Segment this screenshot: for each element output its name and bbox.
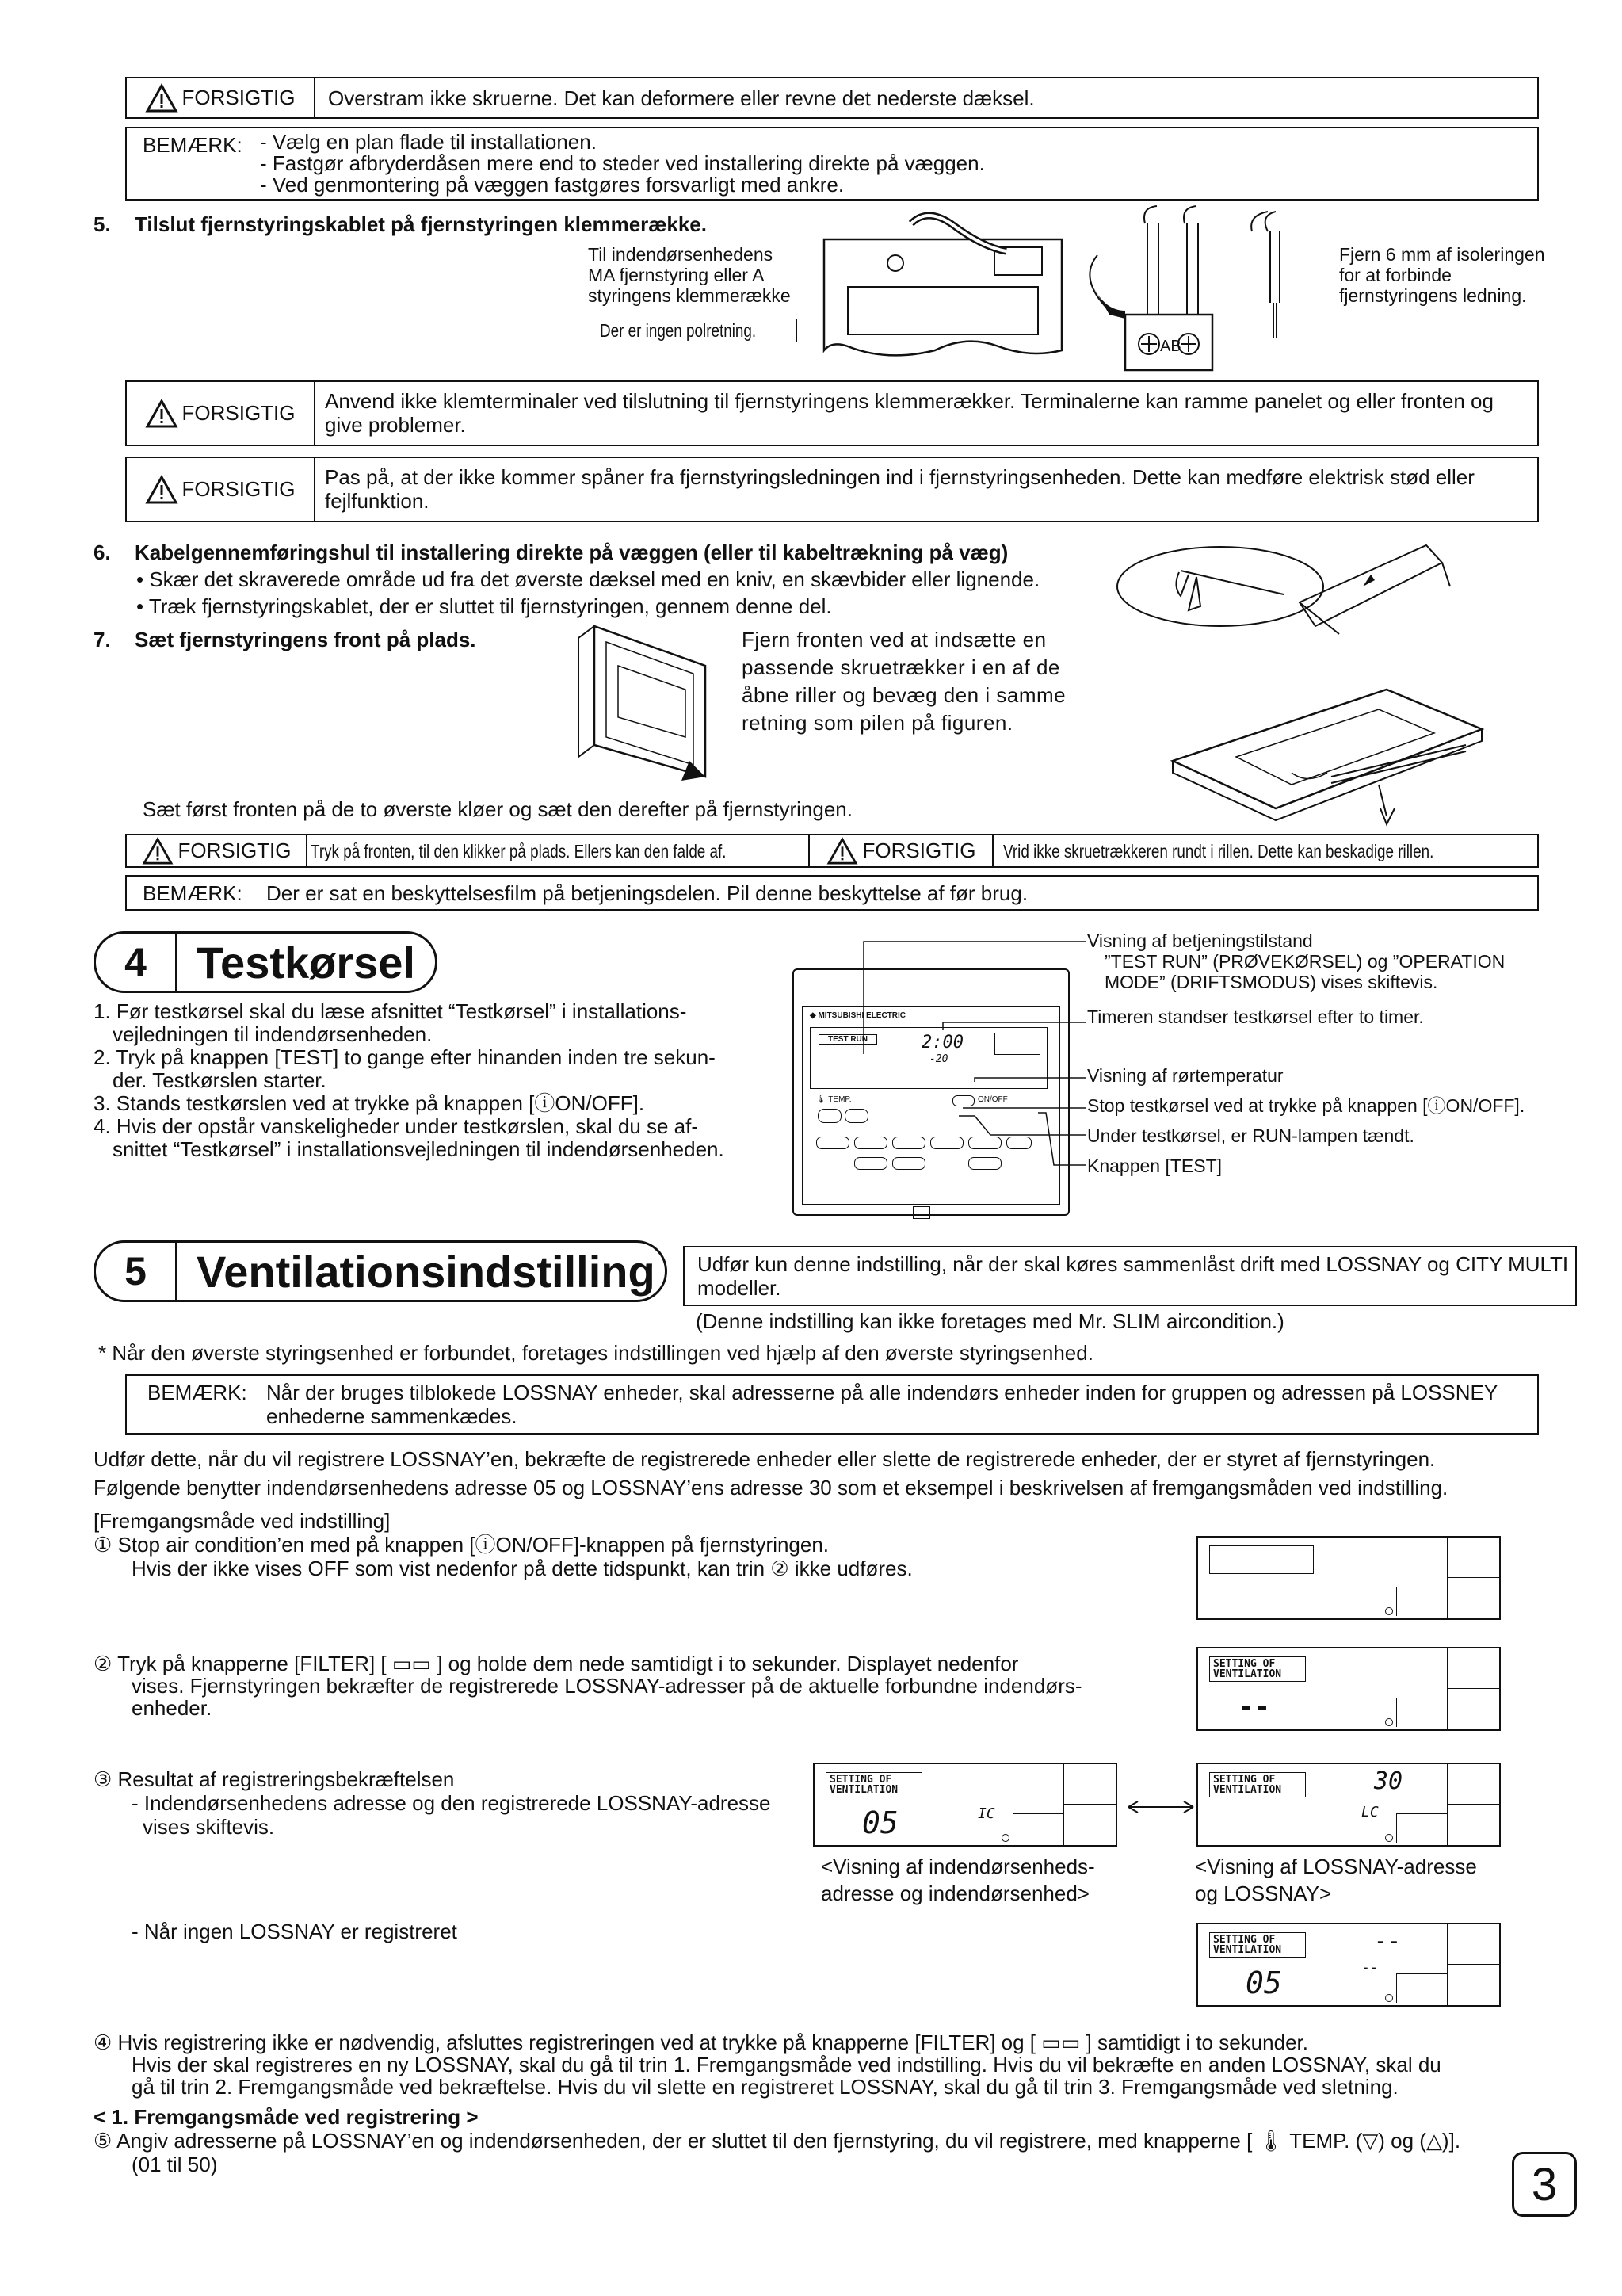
registration-subtitle: < 1. Fremgangsmåde ved registrering >: [94, 2105, 479, 2129]
note-line: - Ved genmontering på væggen fastgøres forsvarligt med ankre.: [260, 173, 845, 197]
lcd-segment: [1063, 1764, 1065, 1847]
desc-line: Fjern fronten ved at indsætte en: [742, 628, 1047, 651]
step6-bullet: • Skær det skraverede område ud fra det øverste dæksel med en kniv, en skævbider eller lignende.: [136, 567, 1040, 591]
lcd-setting-label: [826, 1772, 922, 1797]
procedure-step-5-range: (01 til 50): [132, 2153, 218, 2176]
terminal-ab-label: AB: [1160, 338, 1181, 355]
instruction-line: 2. Tryk på knappen [TEST] to gange efter hinanden inden tre sekun-: [94, 1045, 716, 1069]
section-title: Testkørsel: [197, 937, 415, 988]
alternating-arrow-icon: [1125, 1799, 1196, 1815]
caution-label-cell: [127, 458, 315, 521]
timer-display: 2:00: [922, 1033, 964, 1052]
step6-bullet: • Træk fjernstyringskablet, der er sluttet til fjernstyringen, gennem denne del.: [136, 594, 832, 618]
step7-title: Sæt fjernstyringens front på plads.: [135, 628, 476, 651]
lcd-dot: [1385, 1718, 1393, 1726]
caution-box-screws: [125, 77, 1539, 119]
step7-number: 7.: [94, 628, 111, 651]
procedure-step-2-line: enheder.: [132, 1696, 212, 1720]
brand-text: MITSUBISHI ELECTRIC: [818, 1011, 906, 1020]
note-box-mounting: [125, 127, 1539, 201]
caution-label: FORSIGTIG: [862, 839, 976, 862]
test-run-indicator: TEST RUN: [819, 1034, 877, 1045]
label-line: Fjern 6 mm af isoleringen: [1339, 244, 1545, 265]
note-line: Når der bruges tilblokede LOSSNAY enheder, skal adresserne på alle indendørs enheder inden for gruppen og adressen på LOSSNEY: [266, 1381, 1498, 1404]
remote-callouts: [1087, 930, 1505, 992]
lcd-segment: [1063, 1804, 1116, 1805]
lcd-segment: [1447, 1648, 1448, 1731]
knife-cut-illustration: [1109, 539, 1553, 650]
procedure-step-3: ③ Resultat af registreringsbekræftelsen: [94, 1767, 455, 1791]
lcd-dashes: --: [1238, 1691, 1270, 1723]
lcd-indoor-address: 05: [1246, 1966, 1282, 2000]
lcd-segment: [1341, 1577, 1342, 1617]
step5-number: 5.: [94, 212, 111, 236]
caution-row-front: [125, 834, 1539, 868]
intro-paragraph: Udfør dette, når du vil registrere LOSSNAY’en, bekræfte de registrerede enheder eller slette de registrerede enheder, der er styret af fjernstyringen.: [94, 1447, 1436, 1471]
procedure-step-3-line: vises skiftevis.: [143, 1815, 275, 1839]
lcd-dot: [1002, 1834, 1009, 1842]
callout-text: Knappen [TEST]: [1087, 1156, 1223, 1176]
label-line: Til indendørsenhedens: [588, 244, 773, 265]
lcd-label-line: VENTILATION: [830, 1784, 899, 1796]
caption-line: adresse og indendørsenhed>: [821, 1881, 1090, 1905]
note-text: Der er sat en beskyttelsesfilm på betjeningsdelen. Pil denne beskyttelse af før brug.: [266, 881, 1029, 905]
warning-icon: [142, 838, 174, 865]
lcd-segment: [1447, 1964, 1499, 1965]
instruction-line: der. Testkørslen starter.: [113, 1068, 326, 1092]
instruction-line: snittet “Testkørsel” i installationsvejledningen til indendørsenheden.: [113, 1137, 724, 1161]
instruction-line: 4. Hvis der opstår vanskeligheder under testkørslen, skal du se af-: [94, 1114, 699, 1138]
label-line: styringens klemmerække: [588, 285, 791, 306]
warning-icon: [146, 84, 177, 113]
step6-number: 6.: [94, 541, 111, 564]
section-number: 4: [96, 934, 177, 991]
note-lines: [266, 1381, 1498, 1428]
note-label: BEMÆRK:: [147, 1381, 247, 1404]
lcd-label-line: SETTING OF: [830, 1774, 892, 1786]
note-line: enhederne sammenkædes.: [266, 1404, 517, 1428]
lcd-label-line: SETTING OF: [1213, 1774, 1276, 1786]
warning-icon: [826, 838, 858, 865]
condition-text: Udfør kun denne indstilling, når der skal køres sammenlåst drift med LOSSNAY og CITY MULTI modeller.: [697, 1252, 1569, 1300]
lcd-segment: [1209, 1545, 1314, 1574]
section-number: 5: [96, 1243, 177, 1300]
lcd-marker-dashes: --: [1361, 1959, 1379, 1976]
callout-text: ”TEST RUN” (PRØVEKØRSEL) og ”OPERATION: [1105, 951, 1506, 972]
caution-text: Vrid ikke skruetrækkeren rundt i rillen. Dette kan beskadige rillen.: [1003, 841, 1434, 861]
warning-icon: [146, 399, 177, 428]
procedure-step-1: ① Stop air condition’en med på knappen [ⓘON/OFF]-knappen på fjernstyringen.: [94, 1533, 830, 1557]
label-line: fjernstyringens ledning.: [1339, 285, 1527, 306]
lcd-lossnay-address: 30: [1374, 1767, 1403, 1795]
callout-text: Timeren standser testkørsel efter to timer.: [1087, 1007, 1424, 1027]
lcd-segment: [1396, 1813, 1448, 1843]
caution-text: Overstram ikke skruerne. Det kan deformere eller revne det nederste dæksel.: [328, 86, 1035, 110]
procedure-step-4-line: gå til trin 2. Fremgangsmåde ved bekræftelse. Hvis du vil slette en registreret LOSSNAY, skal du gå til trin 3. Fremgangsmåde ved sletning.: [132, 2075, 1399, 2099]
lcd-dot: [1385, 1994, 1393, 2002]
procedure-step-4: ④ Hvis registrering ikke er nødvendig, afsluttes registreringen ved at trykke på knapperne [FILTER] og [ ▭▭ ] samtidigt i to sekunder.: [94, 2030, 1308, 2054]
note-label: BEMÆRK:: [143, 133, 242, 157]
lcd-label-line: VENTILATION: [1213, 1944, 1282, 1956]
caution-box-clamp-terminals: [125, 380, 1539, 446]
lcd-label-line: VENTILATION: [1213, 1784, 1282, 1796]
instruction-line: 3. Stands testkørslen ved at trykke på knappen [ⓘON/OFF].: [94, 1091, 645, 1115]
section-4-heading: [94, 931, 437, 993]
lcd-lc-marker: LC: [1361, 1804, 1379, 1820]
desc-line: åbne riller og bevæg den i samme: [742, 683, 1067, 707]
desc-line: retning som pilen på figuren.: [742, 711, 1013, 735]
lcd-dot: [1385, 1834, 1393, 1842]
lcd-segment: [1447, 1688, 1499, 1689]
lcd-lossnay-dashes: --: [1374, 1927, 1401, 1954]
caution-label: FORSIGTIG: [177, 839, 292, 862]
step6-title: Kabelgennemføringshul til installering direkte på væggen (eller til kabeltrækning på væg): [135, 541, 1009, 564]
lcd-segment: [1341, 1688, 1342, 1728]
caution-label: FORSIGTIG: [181, 86, 296, 109]
callout-text: MODE” (DRIFTSMODUS) vises skiftevis.: [1105, 972, 1438, 992]
caution-label-cell: [127, 78, 315, 117]
caption-indoor-display: [821, 1853, 1095, 1907]
lcd-display-off: [1196, 1536, 1501, 1620]
lcd-segment: [1447, 1577, 1499, 1578]
front-cover-illustration: [571, 618, 729, 793]
lcd-segment: [1396, 1973, 1448, 2003]
desc-line: passende skruetrækker i en af de: [742, 655, 1060, 679]
lcd-label-line: SETTING OF: [1213, 1934, 1276, 1946]
step5-title: Tilslut fjernstyringskablet på fjernstyringen klemmerække.: [135, 212, 707, 236]
section4-instructions: [94, 1000, 724, 1161]
note-label: BEMÆRK:: [143, 881, 242, 905]
callout-text: Stop testkørsel ved at trykke på knappen [ⓘON/OFF].: [1087, 1095, 1525, 1116]
caution-label-cell: [127, 382, 315, 445]
lcd-segment: [1447, 1764, 1448, 1847]
note-box-protective-film: [125, 875, 1539, 911]
lcd-indoor-address: 05: [862, 1805, 899, 1840]
section-title: Ventilationsindstilling: [197, 1246, 655, 1297]
caution-box-shavings: [125, 457, 1539, 522]
lcd-label-line: VENTILATION: [1213, 1668, 1282, 1680]
mr-slim-note: (Denne indstilling kan ikke foretages med Mr. SLIM aircondition.): [696, 1309, 1284, 1333]
caution-label: FORSIGTIG: [181, 401, 296, 425]
procedure-step-2: ② Tryk på knapperne [FILTER] [ ▭▭ ] og holde dem nede samtidigt i to sekunder. Displayet nedenfor: [94, 1652, 1019, 1675]
lcd-segment: [1447, 1538, 1448, 1620]
label-line: for at forbinde: [1339, 265, 1452, 285]
remote-callout-lines: [792, 935, 1109, 1189]
lcd-display-setting: [1196, 1647, 1501, 1731]
lcd-segment: [1396, 1698, 1448, 1727]
caution-label-cell: [127, 835, 307, 866]
step5-left-label: [588, 244, 791, 306]
lcd-setting-label: [1209, 1932, 1306, 1958]
lossnay-condition-box: [683, 1246, 1577, 1306]
note-box-lossnay: [125, 1374, 1539, 1435]
procedure-step-1-note: Hvis der ikke vises OFF som vist nedenfor på dette tidspunkt, kan trin ② ikke udføres.: [132, 1557, 913, 1580]
note-line: - Vælg en plan flade til installationen.: [260, 130, 597, 154]
note-line: - Fastgør afbryderdåsen mere end to steder ved installering direkte på væggen.: [260, 151, 985, 175]
callout-text: Visning af betjeningstilstand: [1087, 930, 1313, 951]
caption-line: <Visning af LOSSNAY-adresse: [1195, 1855, 1477, 1878]
lcd-segment: [1396, 1587, 1448, 1616]
lcd-dot: [1385, 1607, 1393, 1615]
lcd-display-indoor-address: [813, 1763, 1117, 1847]
label-line: MA fjernstyring eller A: [588, 265, 765, 285]
step5-right-label: [1339, 244, 1545, 306]
caution-text-front: [311, 841, 818, 861]
remote-bottom-tab: [913, 1206, 930, 1219]
temp-button-label: 🌡 TEMP.: [816, 1095, 852, 1104]
onoff-label: ON/OFF: [978, 1095, 1008, 1104]
procedure-step-5: ⑤ Angiv adresserne på LOSSNAY’en og indendørsenheden, der er sluttet til den fjernstyring, du vil registrere, med knapperne [ 🌡 TEMP. (▽) og (△)].: [94, 2129, 1461, 2153]
lcd-ic-marker: IC: [978, 1805, 995, 1822]
pipe-temp-display: -20: [929, 1053, 948, 1065]
remote-brand: ◆ MITSUBISHI ELECTRIC: [810, 1011, 906, 1020]
caution-text: Pas på, at der ikke kommer spåner fra fjernstyringsledningen ind i fjernstyringsenheden. Dette kan medføre elektrisk stød eller fejlfunktion.: [325, 465, 1475, 513]
caution-text-groove: [1003, 841, 1528, 861]
no-polarity-label: [593, 319, 797, 342]
callout-text: Under testkørsel, er RUN-lampen tændt.: [1087, 1125, 1414, 1146]
temp-label: TEMP.: [828, 1095, 852, 1104]
lcd-setting-label: [1209, 1656, 1306, 1682]
instruction-line: vejledningen til indendørsenheden.: [113, 1022, 433, 1046]
asterisk-note: * Når den øverste styringsenhed er forbundet, foretages indstillingen ved hjælp af den øverste styringsenhed.: [98, 1341, 1093, 1365]
caption-line: og LOSSNAY>: [1195, 1881, 1332, 1905]
terminal-block-illustration: [792, 200, 1347, 382]
lcd-display-no-lossnay: [1196, 1923, 1501, 2007]
procedure-title: [Fremgangsmåde ved indstilling]: [94, 1509, 391, 1533]
caution-label-cell: [810, 835, 994, 866]
caption-line: <Visning af indendørsenheds-: [821, 1855, 1095, 1878]
no-polarity-text: Der er ingen polretning.: [600, 320, 757, 341]
procedure-step-2-line: vises. Fjernstyringen bekræfter de registrerede LOSSNAY-adresser på de aktuelle forbundne indendørs-: [132, 1674, 1082, 1698]
caution-label: FORSIGTIG: [181, 477, 296, 501]
caution-text: Anvend ikke klemterminaler ved tilslutning til fjernstyringens klemmerækker. Terminalerne kan ramme panelet og eller fronten og give problemer.: [325, 389, 1494, 437]
caption-lossnay-display: [1195, 1853, 1477, 1907]
page-number: 3: [1512, 2152, 1577, 2217]
lcd-segment: [1013, 1813, 1064, 1843]
caution-text: Tryk på fronten, til den klikker på plads. Ellers kan den falde af.: [311, 841, 727, 861]
example-paragraph: Følgende benytter indendørsenhedens adresse 05 og LOSSNAY’ens adresse 30 som et eksempel i beskrivelsen af fremgangsmåden ved indstilling.: [94, 1476, 1448, 1499]
instruction-line: 1. Før testkørsel skal du læse afsnittet “Testkørsel” i installations-: [94, 999, 687, 1023]
callout-text: Visning af rørtemperatur: [1087, 1065, 1284, 1086]
warning-icon: [146, 476, 177, 504]
lcd-display-lossnay-address: [1196, 1763, 1501, 1847]
lcd-label-line: SETTING OF: [1213, 1658, 1276, 1670]
step7-first-instruction: Sæt først fronten på de to øverste kløer og sæt den derefter på fjernstyringen.: [143, 797, 853, 821]
procedure-step-3-line: - Indendørsenhedens adresse og den registrerede LOSSNAY-adresse: [132, 1791, 771, 1815]
no-lossnay-registered: - Når ingen LOSSNAY er registreret: [132, 1920, 457, 1943]
screwdriver-removal-illustration: [1165, 666, 1529, 824]
lcd-setting-label: [1209, 1772, 1306, 1797]
section-5-heading: [94, 1240, 667, 1302]
lcd-segment: [1447, 1924, 1448, 2007]
lcd-segment: [1447, 1804, 1499, 1805]
step7-description: [742, 626, 1066, 737]
note-lines: [260, 132, 985, 196]
procedure-step-4-line: Hvis der skal registreres en ny LOSSNAY, skal du gå til trin 1. Fremgangsmåde ved indstilling. Hvis du vil bekræfte en anden LOSSNAY, skal du: [132, 2053, 1441, 2076]
